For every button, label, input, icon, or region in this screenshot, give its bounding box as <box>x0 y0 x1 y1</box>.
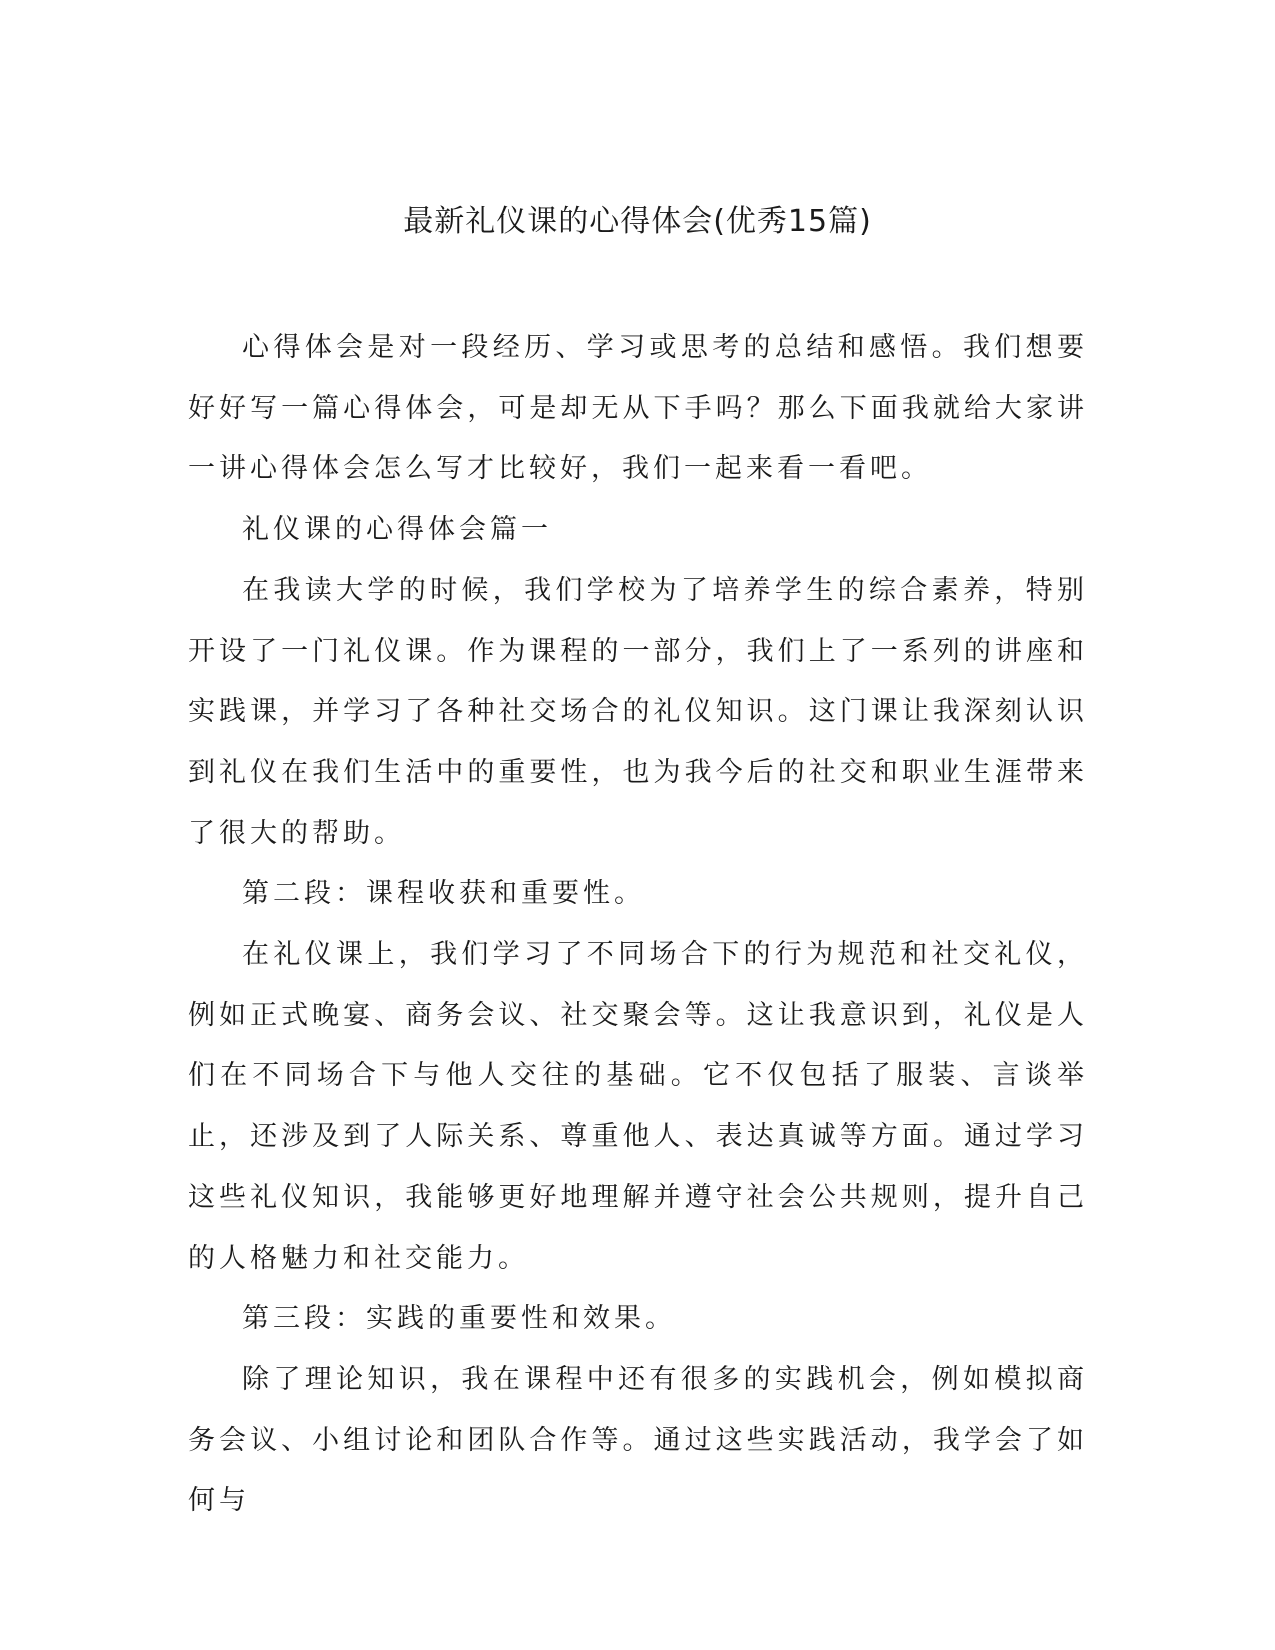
intro-paragraph: 心得体会是对一段经历、学习或思考的总结和感悟。我们想要好好写一篇心得体会，可是却无从下手吗？那么下面我就给大家讲一讲心得体会怎么写才比较好，我们一起来看一看吧。 <box>188 332 1088 485</box>
section-heading-part-one: 礼仪课的心得体会篇一 <box>242 514 552 546</box>
document-body <box>188 318 1088 1532</box>
body-paragraph: 除了理论知识，我在课程中还有很多的实践机会，例如模拟商务会议、小组讨论和团队合作等。通过这些实践活动，我学会了如何与 <box>188 1363 1088 1517</box>
body-paragraph: 在礼仪课上，我们学习了不同场合下的行为规范和社交礼仪，例如正式晚宴、商务会议、社交聚会等。这让我意识到，礼仪是人们在不同场合下与他人交往的基础。它不仅包括了服装、言谈举止，还涉及到了人际关系、尊重他人、表达真诚等方面。通过学习这些礼仪知识，我能够更好地理解并遵守社会公共规则，提升自己的人格魅力和社交能力。 <box>188 939 1088 1274</box>
section-heading-paragraph-two: 第二段：课程收获和重要性。 <box>242 878 645 910</box>
section-heading-paragraph-three: 第三段：实践的重要性和效果。 <box>242 1303 676 1335</box>
body-paragraph: 在我读大学的时候，我们学校为了培养学生的综合素养，特别开设了一门礼仪课。作为课程的一部分，我们上了一系列的讲座和实践课，并学习了各种社交场合的礼仪知识。这门课让我深刻认识到礼仪在我们生活中的重要性，也为我今后的社交和职业生涯带来了很大的帮助。 <box>188 574 1088 849</box>
document-title: 最新礼仪课的心得体会(优秀15篇) <box>403 204 872 239</box>
